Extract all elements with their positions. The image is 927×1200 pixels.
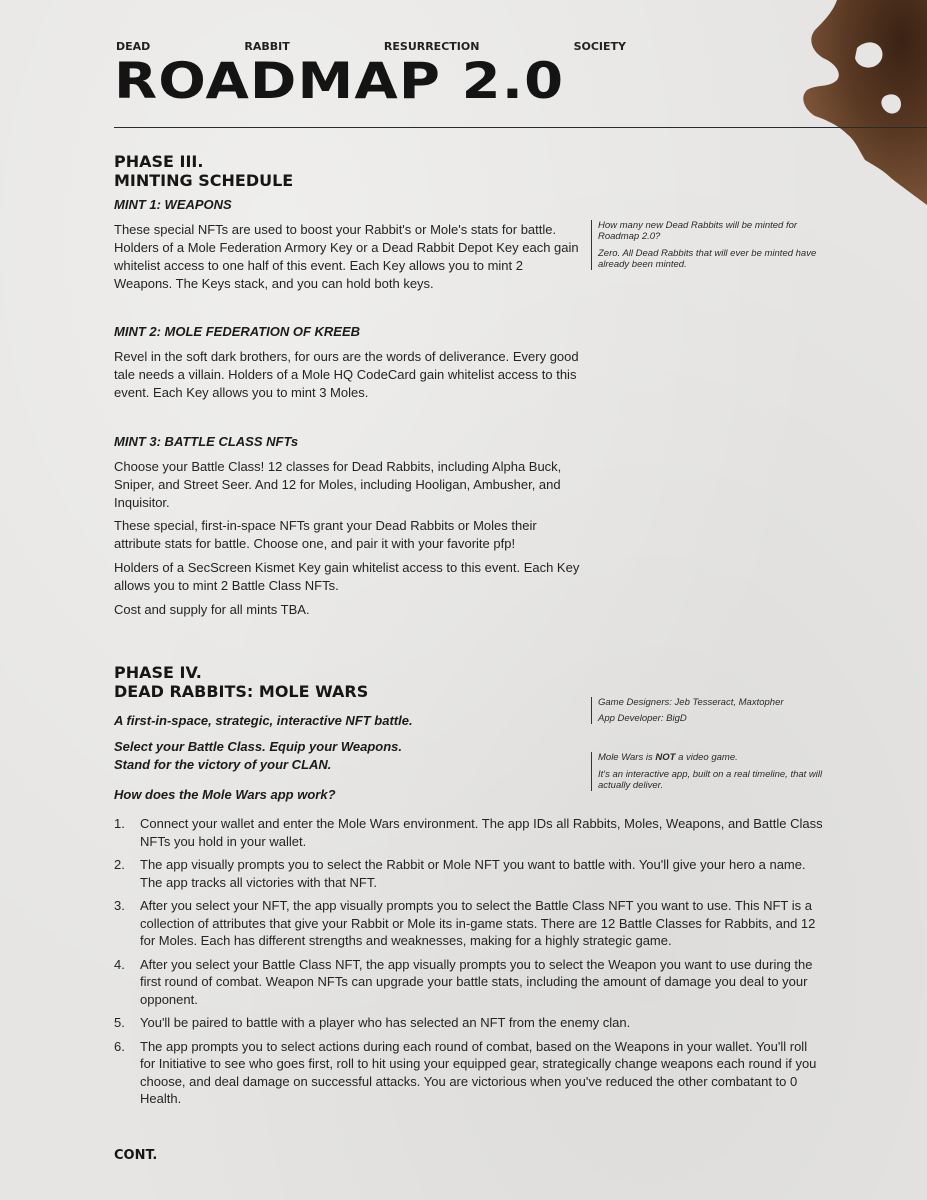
step-item — [114, 1038, 824, 1108]
continued-label: CONT. — [114, 1148, 158, 1163]
mint-3-body-2: These special, first-in-space NFTs grant your Dead Rabbits or Moles their attribute stats for battle. Choose one, and pair it with your favorite pfp! — [114, 518, 537, 551]
phase-3-label: PHASE III. — [114, 152, 204, 171]
sidenote-question: How many new Dead Rabbits will be minted for Roadmap 2.0? — [598, 220, 798, 242]
app-developer: App Developer: BigD — [598, 713, 687, 724]
mint-3-heading: MINT 3: BATTLE CLASS NFTs — [114, 434, 299, 449]
header-divider — [114, 127, 927, 128]
mint-2-body: Revel in the soft dark brothers, for ours are the words of deliverance. Every good tale needs a villain. Holders of a Mole HQ CodeCard gain whitelist access to this event. Each Key allows you to mint 3 Moles. — [114, 349, 579, 400]
phase-4-title: DEAD RABBITS: MOLE WARS — [114, 682, 369, 701]
how-it-works-steps — [114, 815, 824, 1114]
phase-3-heading — [114, 152, 293, 190]
step-text: After you select your Battle Class NFT, the app visually prompts you to select the Weapon you want to use during the first round of combat. Weapon NFTs can upgrade your battle stats, including the amount of damage you deal to your opponent. — [140, 956, 813, 1007]
mole-wars-call-1: Select your Battle Class. Equip your Weapons. — [114, 739, 402, 754]
step-number: 4. — [114, 956, 125, 972]
step-item — [114, 1014, 824, 1032]
step-item — [114, 897, 824, 950]
mole-wars-note — [591, 752, 838, 791]
sidenote-answer: Zero. All Dead Rabbits that will ever be minted have already been minted. — [598, 248, 817, 270]
burnt-corner — [687, 0, 927, 210]
mint-1-heading: MINT 1: WEAPONS — [114, 197, 232, 212]
mint-3-body-1: Choose your Battle Class! 12 classes for Dead Rabbits, including Alpha Buck, Sniper, and Street Seer. And 12 for Moles, including Hooligan, Ambusher, and Inquisitor. — [114, 459, 562, 510]
society-word: RESURRECTION — [383, 40, 480, 53]
game-designers: Game Designers: Jeb Tesseract, Maxtopher — [598, 697, 784, 708]
note-detail: It's an interactive app, built on a real timeline, that will actually deliver. — [598, 769, 823, 791]
step-text: The app prompts you to select actions during each round of combat, based on the Weapons in your wallet. You'll roll for Initiative to see who goes first, roll to hit using your equipped gear, strategically change weapons each round if you choose, and deal damage on successful attacks. You are victorious when you've reduced the other combatant to 0 Health. — [140, 1038, 817, 1106]
step-number: 3. — [114, 898, 125, 913]
mint-2-heading: MINT 2: MOLE FEDERATION OF KREEB — [114, 324, 361, 339]
society-word: SOCIETY — [573, 40, 626, 53]
mint-1-body: These special NFTs are used to boost your Rabbit's or Mole's stats for battle. Holders of a Mole Federation Armory Key or a Dead Rabbit Depot Key each gain whitelist access to one half of this event. Each Key allows you to mint 2 Weapons. The Keys stack, and you can hold both keys. — [114, 222, 579, 291]
step-item — [114, 856, 824, 891]
step-text: The app visually prompts you to select the Rabbit or Mole NFT you want to battle with. You'll give your hero a name. The app tracks all victories with that NFT. — [140, 857, 806, 890]
how-it-works-heading: How does the Mole Wars app work? — [114, 787, 336, 802]
step-item — [114, 815, 824, 850]
phase-4-heading — [114, 663, 368, 701]
society-word: DEAD — [116, 40, 151, 53]
phase-3-title: MINTING SCHEDULE — [114, 171, 294, 190]
page-title: ROADMAP 2.0 — [114, 52, 565, 110]
step-text: You'll be paired to battle with a player who has selected an NFT from the enemy clan. — [140, 1015, 631, 1030]
credits-sidenote — [591, 697, 838, 724]
step-number: 2. — [114, 857, 125, 872]
step-number: 5. — [114, 1015, 125, 1030]
phase-4-label: PHASE IV. — [114, 663, 202, 682]
note-emphasis: NOT — [655, 752, 676, 763]
step-text: Connect your wallet and enter the Mole Wars environment. The app IDs all Rabbits, Moles, Weapons, and Battle Class NFTs you hold in your wallet. — [140, 816, 823, 849]
note-line — [598, 752, 838, 763]
society-word: RABBIT — [244, 40, 290, 53]
step-item — [114, 956, 824, 1009]
mole-wars-call-2: Stand for the victory of your CLAN. — [114, 757, 332, 772]
mole-wars-tagline: A first-in-space, strategic, interactive NFT battle. — [114, 713, 413, 728]
mint-3-body-3: Holders of a SecScreen Kismet Key gain whitelist access to this event. Each Key allows you to mint 2 Battle Class NFTs. — [114, 560, 580, 593]
step-text: After you select your NFT, the app visually prompts you to select the Battle Class NFT you want to use. This NFT is a collection of attributes that give your Rabbit or Mole its in-game stats. There are 12 Battle Classes for Rabbits, and 12 for Moles. Each has different strengths and weaknesses, making for a highly strategic game. — [140, 898, 816, 948]
note-post: a video game. — [675, 752, 738, 763]
note-pre: Mole Wars is — [598, 752, 656, 763]
step-number: 1. — [114, 816, 125, 831]
minting-sidenote — [591, 220, 838, 270]
step-number: 6. — [114, 1038, 125, 1054]
mint-3-body-4: Cost and supply for all mints TBA. — [114, 602, 310, 617]
